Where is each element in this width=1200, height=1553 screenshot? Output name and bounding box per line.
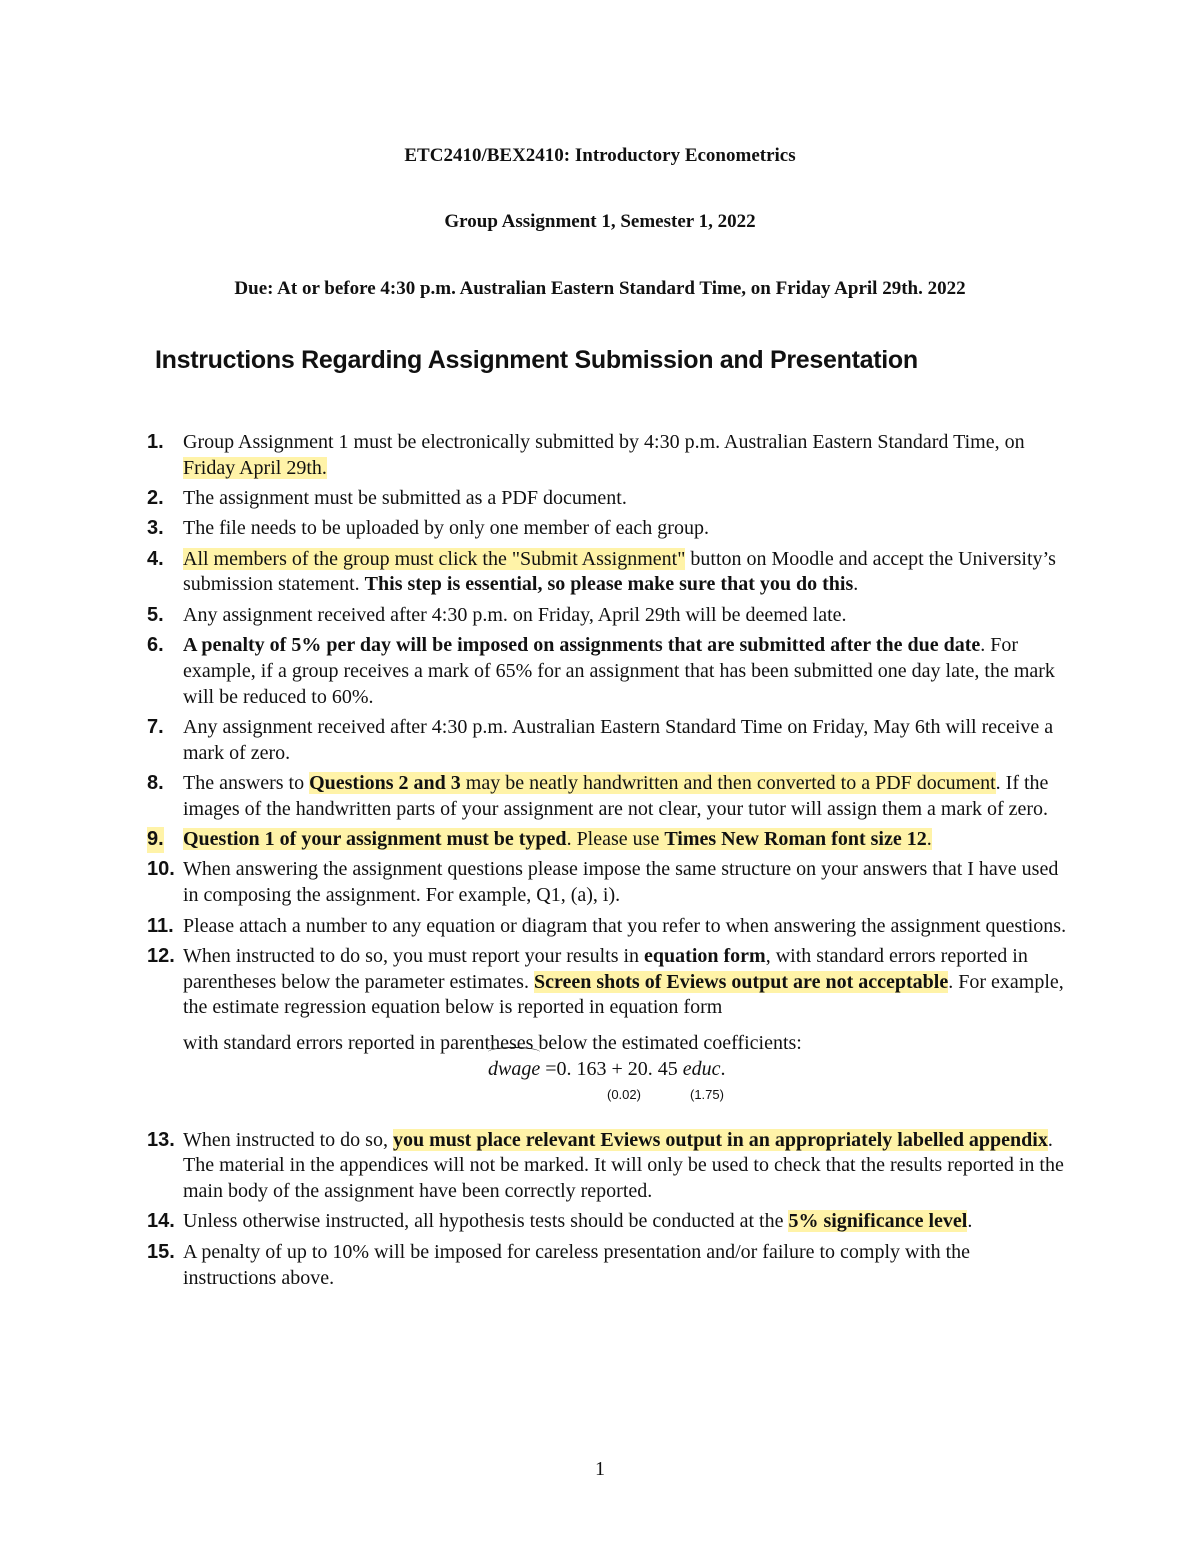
std-error-intercept: (0.02) <box>607 1087 641 1103</box>
item-number: 11. <box>147 914 174 937</box>
section-title: Instructions Regarding Assignment Submission and Presentation <box>155 346 918 374</box>
item-number: 5. <box>147 603 164 626</box>
list-item: 12. When instructed to do so, you must report your results in equation form, with standard errors reported in parentheses below the parameter estimates. Screen shots of Eviews output are not acceptable. For example, the estimate regression equation below is reported in equation form with standard errors reported in parentheses below the estimated coefficients: dwage =0. 163 + 20. 45 educ. (0.02) (1.75) <box>147 944 1067 1123</box>
item-number: 4. <box>147 547 164 570</box>
item-number: 15. <box>147 1240 175 1263</box>
item-number: 1. <box>147 431 164 453</box>
list-item: 15. A penalty of up to 10% will be imposed for careless presentation and/or failure to comply with the instructions above. <box>147 1240 971 1289</box>
list-item: 3. The file needs to be uploaded by only one member of each group. <box>147 516 1067 542</box>
item-number: 3. <box>147 517 164 540</box>
dwage-hat: dwage <box>488 1057 540 1083</box>
list-item: 13. When instructed to do so, you must place relevant Eviews output in an appropriately labelled appendix. The material in the appendices will not be marked. It will only be used to check that the results reported in the main body of the assignment have been correctly reported. <box>147 1128 1064 1203</box>
list-item: 11. Please attach a number to any equation or diagram that you refer to when answering the assignment questions. <box>147 914 1067 940</box>
list-item: 9. Question 1 of your assignment must be typed. Please use Times New Roman font size 12. <box>147 827 1067 853</box>
item-number: 9. <box>147 827 164 853</box>
due-date: Due: At or before 4:30 p.m. Australian Eastern Standard Time, on Friday April 29th. 2022 <box>234 278 966 299</box>
list-item: 4. All members of the group must click the "Submit Assignment" button on Moodle and accept the University’s submission statement. This step is essential, so please make sure that you do this. <box>147 547 1056 596</box>
item-number: 14. <box>147 1210 175 1233</box>
list-item: 14. Unless otherwise instructed, all hypothesis tests should be conducted at the 5% significance level. <box>147 1209 1067 1235</box>
course-title: ETC2410/BEX2410: Introductory Econometrics <box>404 145 796 166</box>
assignment-title: Group Assignment 1, Semester 1, 2022 <box>444 211 756 232</box>
hat-accent <box>488 1047 540 1057</box>
page-number: 1 <box>595 1458 605 1480</box>
list-item: 2. The assignment must be submitted as a PDF document. <box>147 486 1067 512</box>
list-item: 10. When answering the assignment questions please impose the same structure on your answers that I have used in composing the assignment. For example, Q1, (a), i). <box>147 858 1059 907</box>
item-number: 6. <box>147 634 164 657</box>
list-item: 1. Group Assignment 1 must be electronically submitted by 4:30 p.m. Australian Eastern Standard Time, on Friday April 29th. <box>147 431 1025 479</box>
std-error-educ: (1.75) <box>690 1087 724 1103</box>
item-number: 8. <box>147 772 164 795</box>
list-item: 8. The answers to Questions 2 and 3 may be neatly handwritten and then converted to a PDF document. If the images of the handwritten parts of your assignment are not clear, your tutor will assign them a mark of zero. <box>147 772 1049 820</box>
list-item: 6. A penalty of 5% per day will be imposed on assignments that are submitted after the due date. For example, if a group receives a mark of 65% for an assignment that has been submitted one day late, the mark will be reduced to 60%. <box>147 634 1055 708</box>
list-item: 7. Any assignment received after 4:30 p.m. Australian Eastern Standard Time on Friday, May 6th will receive a mark of zero. <box>147 715 1054 764</box>
item-number: 12. <box>147 944 175 967</box>
item-number: 10. <box>147 858 175 881</box>
item-number: 13. <box>147 1128 175 1151</box>
instructions-list <box>147 430 1067 1296</box>
regression-equation: dwage =0. 163 + 20. 45 educ. (0.02) (1.75) <box>183 1057 1067 1123</box>
item-number: 7. <box>147 715 164 738</box>
item-number: 2. <box>147 487 164 510</box>
list-item: 5. Any assignment received after 4:30 p.m. on Friday, April 29th will be deemed late. <box>147 603 1067 629</box>
